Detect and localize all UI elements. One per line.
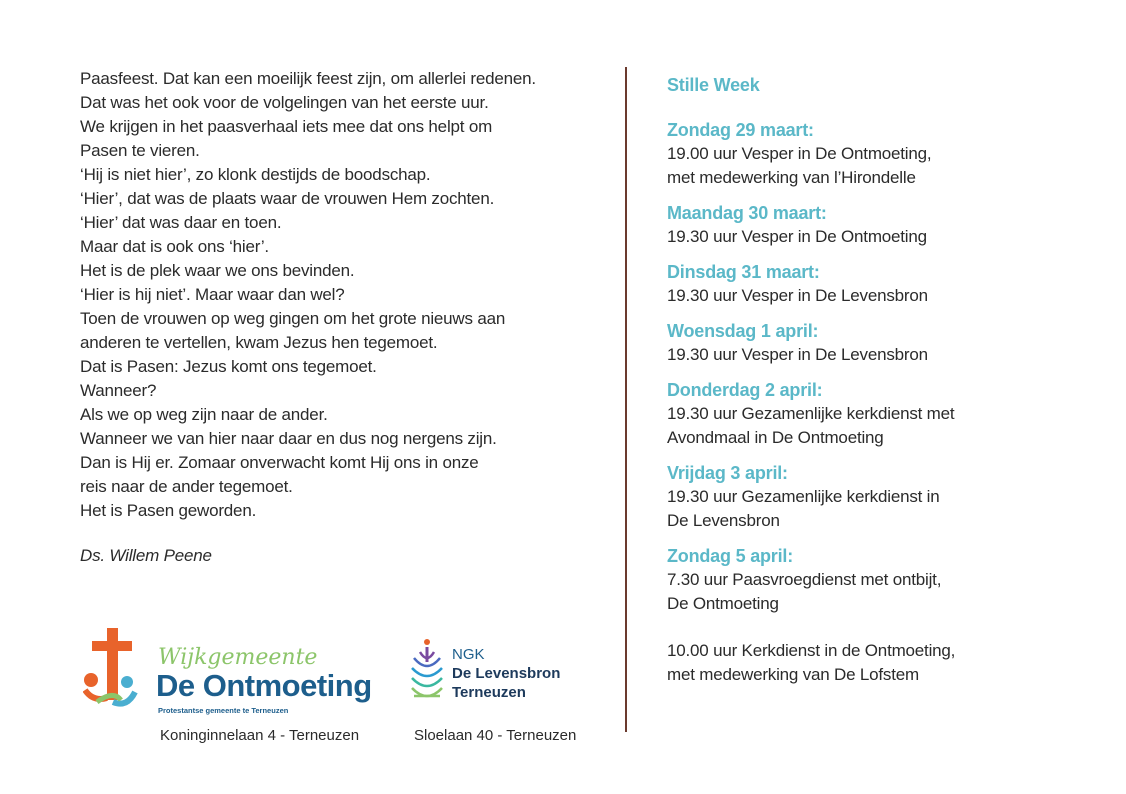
schedule-day-line: 19.30 uur Vesper in De Ontmoeting (667, 227, 927, 246)
levensbron-city: Terneuzen (452, 684, 526, 701)
schedule-day-line: Avondmaal in De Ontmoeting (667, 428, 884, 447)
meditation-line: Dat was het ook voor de volgelingen van het eerste uur. (80, 93, 489, 112)
schedule-extra-line: met medewerking van De Lofstem (667, 665, 919, 684)
ontmoeting-subtitle: Protestantse gemeente te Terneuzen (158, 706, 289, 715)
meditation-line: We krijgen in het paasverhaal iets mee dat ons helpt om (80, 117, 493, 136)
schedule-day-title: Donderdag 2 april: (667, 380, 823, 400)
schedule-day (667, 544, 1107, 616)
schedule-day-line: 7.30 uur Paasvroegdienst met ontbijt, (667, 570, 942, 589)
schedule-day (667, 118, 1107, 190)
schedule-day-title: Vrijdag 3 april: (667, 463, 788, 483)
meditation-line: Maar dat is ook ons ‘hier’. (80, 237, 269, 256)
meditation-line: ‘Hier is hij niet’. Maar waar dan wel? (80, 285, 345, 304)
schedule-day-title: Zondag 5 april: (667, 546, 794, 566)
schedule-day-title: Woensdag 1 april: (667, 321, 819, 341)
schedule-day-line: De Levensbron (667, 511, 780, 530)
meditation-line: Pasen te vieren. (80, 141, 200, 160)
schedule-day-title: Maandag 30 maart: (667, 203, 827, 223)
schedule-day (667, 201, 1107, 249)
levensbron-address: Sloelaan 40 - Terneuzen (414, 727, 577, 744)
schedule-extra (667, 639, 1107, 687)
meditation-line: Dan is Hij er. Zomaar onverwacht komt Hij ons in onze (80, 453, 479, 472)
schedule-day-line: 19.30 uur Vesper in De Levensbron (667, 345, 928, 364)
schedule-days (667, 118, 1107, 616)
meditation-text (80, 67, 580, 523)
meditation-line: ‘Hier’ dat was daar en toen. (80, 213, 282, 232)
meditation-line: Als we op weg zijn naar de ander. (80, 405, 328, 424)
schedule-day-line: 19.00 uur Vesper in De Ontmoeting, (667, 144, 932, 163)
schedule-day-line: 19.30 uur Vesper in De Levensbron (667, 286, 928, 305)
meditation-line: Toen de vrouwen op weg gingen om het grote nieuws aan (80, 309, 506, 328)
signature: Ds. Willem Peene (80, 546, 212, 565)
meditation-line: Wanneer? (80, 381, 157, 400)
meditation-line: Dat is Pasen: Jezus komt ons tegemoet. (80, 357, 377, 376)
meditation-line: ‘Hier’, dat was de plaats waar de vrouwen Hem zochten. (80, 189, 495, 208)
meditation-line: ‘Hij is niet hier’, zo klonk destijds de boodschap. (80, 165, 431, 184)
levensbron-name-block (452, 664, 560, 702)
schedule-day-title: Zondag 29 maart: (667, 120, 814, 140)
meditation-line: reis naar de ander tegemoet. (80, 477, 293, 496)
meditation-line: anderen te vertellen, kwam Jezus hen tegemoet. (80, 333, 438, 352)
schedule-extra-line: 10.00 uur Kerkdienst in de Ontmoeting, (667, 641, 956, 660)
column-divider (625, 67, 627, 732)
schedule-day (667, 319, 1107, 367)
meditation-line: Het is Pasen geworden. (80, 501, 257, 520)
schedule-day (667, 260, 1107, 308)
schedule-day (667, 378, 1107, 450)
schedule-day-line: 19.30 uur Gezamenlijke kerkdienst in (667, 487, 940, 506)
schedule-day-line: De Ontmoeting (667, 594, 779, 613)
schedule-day-title: Dinsdag 31 maart: (667, 262, 820, 282)
schedule-day-line: 19.30 uur Gezamenlijke kerkdienst met (667, 404, 955, 423)
schedule-day (667, 461, 1107, 533)
meditation-line: Wanneer we van hier naar daar en dus nog nergens zijn. (80, 429, 497, 448)
levensbron-name: De Levensbron (452, 665, 561, 682)
ontmoeting-tagline: Wijkgemeente (158, 645, 318, 670)
ontmoeting-address: Koninginnelaan 4 - Terneuzen (160, 727, 360, 744)
meditation-line: Paasfeest. Dat kan een moeilijk feest zijn, om allerlei redenen. (80, 69, 536, 88)
schedule-day-line: met medewerking van l’Hirondelle (667, 168, 916, 187)
ontmoeting-name: De Ontmoeting (156, 668, 372, 703)
schedule-title: Stille Week (667, 75, 760, 95)
meditation-line: Het is de plek waar we ons bevinden. (80, 261, 355, 280)
levensbron-org: NGK (452, 646, 485, 663)
schedule (667, 73, 1107, 687)
